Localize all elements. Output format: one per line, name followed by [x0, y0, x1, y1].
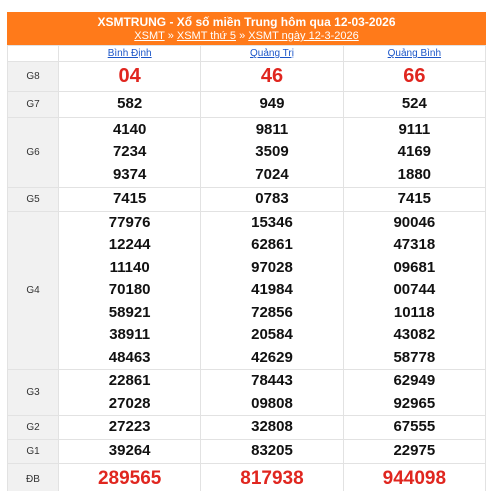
prize-number: 582 — [117, 95, 143, 113]
prize-number: 78443 — [251, 372, 293, 389]
prize-number: 46 — [260, 65, 284, 88]
prize-number: 62861 — [251, 236, 293, 253]
province-link-quang-binh[interactable]: Quảng Bình — [387, 48, 442, 59]
prize-number: 22861 — [108, 372, 151, 389]
prize-cell — [343, 440, 485, 464]
prize-row — [8, 464, 486, 491]
province-header-binh-dinh — [59, 46, 201, 62]
prize-number: 10118 — [393, 303, 435, 321]
prize-number: 7024 — [255, 165, 289, 183]
prize-label: G8 — [8, 62, 59, 92]
prize-cell — [59, 211, 201, 370]
breadcrumb-xsmt-thu5-link[interactable]: XSMT thứ 5 — [176, 30, 236, 42]
prize-row — [8, 188, 486, 212]
prize-cell — [343, 92, 485, 118]
prize-number: 48463 — [108, 348, 151, 366]
prize-number: 72856 — [251, 303, 293, 321]
results-table — [7, 45, 486, 491]
prize-number: 09681 — [393, 258, 436, 276]
prize-cell — [59, 464, 201, 491]
prize-cell — [343, 62, 485, 92]
prize-number: 949 — [259, 95, 285, 113]
prize-number: 47318 — [393, 236, 436, 253]
prize-number: 11140 — [109, 258, 150, 276]
prize-cell — [343, 211, 485, 370]
page-title: XSMTRUNG - Xổ số miền Trung hôm qua 12-03-2026 — [97, 15, 396, 29]
prize-number: 0783 — [255, 190, 289, 207]
prize-cell — [59, 370, 201, 416]
breadcrumb — [7, 29, 486, 43]
prize-row — [8, 211, 486, 370]
results-header — [7, 12, 486, 45]
prize-cell — [343, 370, 485, 416]
prize-number: 09808 — [251, 394, 293, 412]
prize-row — [8, 440, 486, 464]
prize-number: 9111 — [398, 120, 431, 138]
prize-row — [8, 62, 486, 92]
prize-row — [8, 416, 486, 440]
prize-number: 4140 — [112, 120, 147, 138]
breadcrumb-xsmt-date-link[interactable]: XSMT ngày 12-3-2026 — [248, 30, 359, 42]
province-header-quang-binh — [343, 46, 485, 62]
prize-number: 83205 — [251, 442, 293, 460]
prize-number: 77976 — [108, 213, 151, 231]
prize-cell — [59, 118, 201, 188]
prize-label: G6 — [8, 118, 59, 188]
prize-cell — [59, 92, 201, 118]
prize-number: 62949 — [393, 372, 436, 389]
prize-cell — [59, 416, 201, 440]
prize-number: 20584 — [251, 326, 293, 343]
prize-number: 27028 — [108, 394, 151, 412]
breadcrumb-separator: » — [239, 30, 246, 42]
prize-number: 04 — [118, 65, 141, 88]
prize-number: 4169 — [397, 143, 432, 161]
empty-header-cell — [8, 46, 59, 62]
prize-cell — [201, 464, 343, 491]
table-header-row — [8, 46, 486, 62]
breadcrumb-separator: » — [167, 30, 174, 42]
prize-label: ĐB — [8, 464, 59, 491]
prize-cell — [201, 62, 343, 92]
prize-number: 22975 — [393, 442, 436, 460]
prize-number: 66 — [403, 65, 426, 88]
prize-number: 9811 — [255, 120, 289, 138]
prize-number: 944098 — [382, 468, 447, 490]
prize-row — [8, 370, 486, 416]
prize-number: 12244 — [108, 236, 151, 253]
prize-number: 524 — [401, 95, 427, 113]
prize-number: 3509 — [255, 143, 289, 161]
prize-label: G7 — [8, 92, 59, 118]
prize-number: 58921 — [108, 303, 151, 321]
prize-cell — [201, 416, 343, 440]
prize-row — [8, 92, 486, 118]
prize-cell — [201, 92, 343, 118]
prize-number: 7234 — [112, 143, 147, 161]
prize-number: 58778 — [393, 348, 436, 366]
prize-number: 9374 — [112, 165, 147, 183]
prize-cell — [201, 370, 343, 416]
prize-cell — [201, 118, 343, 188]
prize-cell — [59, 188, 201, 212]
prize-cell — [343, 188, 485, 212]
prize-number: 1880 — [397, 165, 432, 183]
prize-number: 67555 — [393, 418, 436, 436]
prize-number: 39264 — [108, 442, 151, 460]
prize-number: 289565 — [97, 468, 162, 490]
prize-label: G1 — [8, 440, 59, 464]
prize-label: G4 — [8, 211, 59, 370]
prize-number: 92965 — [393, 394, 436, 412]
prize-number: 27223 — [108, 418, 151, 436]
prize-number: 7415 — [112, 190, 147, 207]
prize-number: 38911 — [109, 326, 151, 343]
prize-label: G2 — [8, 416, 59, 440]
prize-number: 817938 — [240, 468, 304, 490]
prize-number: 43082 — [393, 326, 436, 343]
prize-label: G3 — [8, 370, 59, 416]
prize-cell — [59, 62, 201, 92]
prize-number: 41984 — [251, 281, 293, 298]
prize-cell — [201, 188, 343, 212]
prize-number: 42629 — [251, 348, 293, 366]
prize-number: 7415 — [397, 190, 432, 207]
province-link-quang-tri[interactable]: Quảng Trị — [250, 48, 294, 59]
prize-number: 90046 — [393, 213, 436, 231]
prize-number: 97028 — [251, 258, 293, 276]
prize-row — [8, 118, 486, 188]
prize-cell — [201, 440, 343, 464]
province-link-binh-dinh[interactable]: Bình Định — [107, 48, 152, 59]
province-header-quang-tri — [201, 46, 343, 62]
breadcrumb-xsmt-link[interactable]: XSMT — [134, 30, 165, 42]
prize-cell — [343, 118, 485, 188]
prize-cell — [201, 211, 343, 370]
prize-cell — [343, 464, 485, 491]
prize-number: 00744 — [393, 281, 436, 298]
results-container — [7, 12, 486, 491]
prize-cell — [59, 440, 201, 464]
prize-label: G5 — [8, 188, 59, 212]
prize-number: 32808 — [251, 418, 293, 436]
prize-cell — [343, 416, 485, 440]
prize-number: 15346 — [251, 213, 293, 231]
prize-number: 70180 — [108, 281, 151, 298]
